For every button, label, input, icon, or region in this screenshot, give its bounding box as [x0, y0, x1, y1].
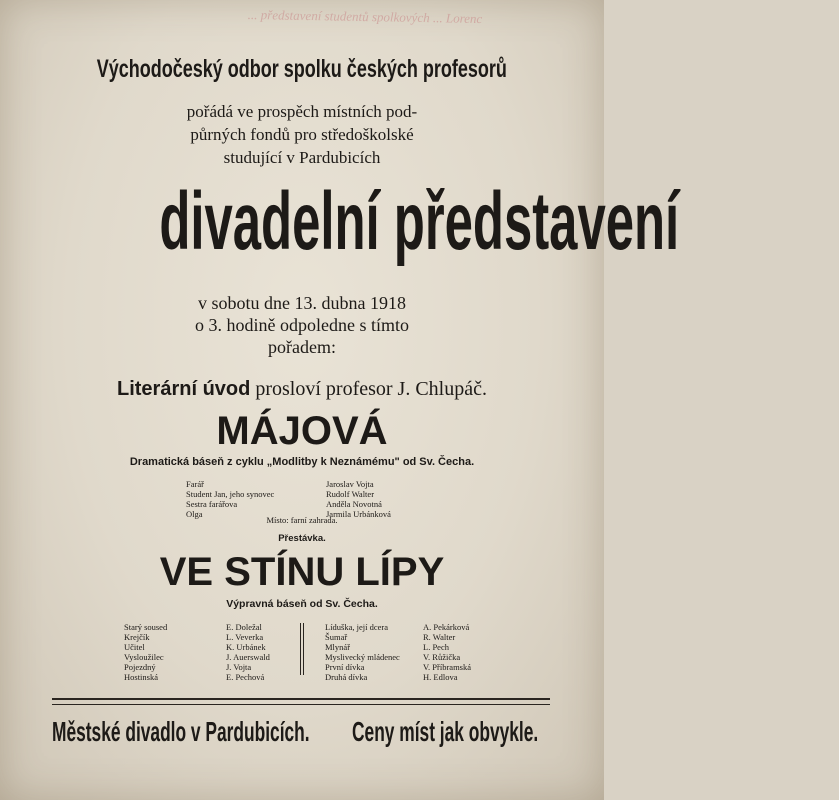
cast-role: Vysloužilec — [124, 652, 164, 662]
literary-intro-label: Literární úvod — [117, 378, 251, 400]
cast-actor: E. Doležal — [226, 622, 262, 632]
cast-row — [186, 479, 426, 489]
cast-role: Student Jan, jeho synovec — [186, 489, 275, 499]
intro-line: pořádá ve prospěch místních pod- — [186, 102, 418, 121]
cast-role: Sestra farářova — [186, 499, 238, 509]
prices-text: Ceny míst jak obvykle. — [352, 716, 539, 747]
cast-role: Myslivecký mládenec — [325, 652, 400, 662]
handwritten-annotation: ... představení studentů spolkových ... Lorenc — [247, 6, 483, 27]
literary-intro-text: prosloví profesor J. Chlupáč. — [255, 378, 487, 400]
cast-actor: R. Walter — [423, 632, 456, 642]
cast-role: Líduška, její dcera — [325, 622, 389, 632]
play2-cast-left — [124, 622, 294, 682]
cast-actor: Jaroslav Vojta — [326, 479, 374, 489]
cast-actor: J. Vojta — [226, 662, 252, 672]
cast-role: Krejčík — [124, 632, 150, 642]
cast-role: První dívka — [325, 662, 365, 672]
intro-line: půrných fondů pro středoškolské — [190, 125, 414, 144]
cast-actor: Anděla Novotná — [326, 499, 382, 509]
cast-actor: L. Veverka — [226, 632, 264, 642]
date-line: pořadem: — [268, 337, 336, 357]
literary-intro — [0, 378, 604, 401]
cast-actor: V. Příbramská — [423, 662, 472, 672]
cast-row — [124, 642, 294, 652]
cast-row — [186, 489, 426, 499]
date-line: v sobotu dne 13. dubna 1918 — [198, 293, 406, 313]
intro-line: studující v Pardubicích — [223, 148, 381, 167]
cast-row — [124, 622, 294, 632]
cast-role: Farář — [186, 479, 204, 489]
cast-role: Šumař — [325, 632, 348, 642]
cast-actor: A. Pekárková — [423, 622, 470, 632]
date-text — [0, 292, 604, 358]
play2-cast-right — [325, 622, 525, 682]
cast-actor: V. Růžička — [423, 652, 461, 662]
cast-role: Učitel — [124, 642, 145, 652]
cast-role: Olga — [186, 509, 203, 519]
play2-subtitle: Výpravná báseň od Sv. Čecha. — [226, 598, 378, 610]
cast-actor: Rudolf Walter — [326, 489, 375, 499]
play1-setting: Místo: farní zahrada. — [266, 515, 338, 525]
cast-actor: Jarmila Urbánková — [326, 509, 391, 519]
cast-row — [325, 652, 525, 662]
cast-role: Hostinská — [124, 672, 158, 682]
footer-rule-thick — [52, 698, 550, 700]
play1-title: MÁJOVÁ — [216, 409, 388, 453]
footer-rule-thin — [52, 704, 550, 705]
cast-row — [325, 642, 525, 652]
cast-role: Pojezdný — [124, 662, 156, 672]
cast-row — [186, 499, 426, 509]
date-line: o 3. hodině odpoledne s tímto — [195, 315, 409, 335]
cast-actor: K. Urbánek — [226, 642, 266, 652]
play1-subtitle: Dramatická báseň z cyklu „Modlitby k Neznámému" od Sv. Čecha. — [129, 456, 475, 468]
intermission-label: Přestávka. — [278, 533, 326, 544]
play2-title: VE STÍNU LÍPY — [159, 550, 445, 594]
intro-text — [0, 100, 604, 169]
cast-actor: L. Pech — [423, 642, 449, 652]
cast-row — [124, 662, 294, 672]
cast-row — [325, 632, 525, 642]
cast-row — [325, 662, 525, 672]
cast-row — [124, 652, 294, 662]
cast-row — [325, 622, 525, 632]
cast-row — [124, 672, 294, 682]
cast-role: Druhá dívka — [325, 672, 368, 682]
cast-actor: J. Auerswald — [226, 652, 270, 662]
cast-role: Starý soused — [124, 622, 168, 632]
poster-title: divadelní představení — [159, 176, 680, 267]
cast-actor: E. Pechová — [226, 672, 265, 682]
cast-role: Mlynář — [325, 642, 351, 652]
cast-row — [124, 632, 294, 642]
cast-row — [325, 672, 525, 682]
play1-cast-list — [186, 479, 426, 519]
cast-divider — [303, 623, 304, 675]
organizer-heading: Východočeský odbor spolku českých profesorů — [96, 55, 508, 83]
venue-text: Městské divadlo v Pardubicích. — [52, 716, 310, 747]
cast-divider — [300, 623, 301, 675]
cast-actor: H. Edlova — [423, 672, 458, 682]
